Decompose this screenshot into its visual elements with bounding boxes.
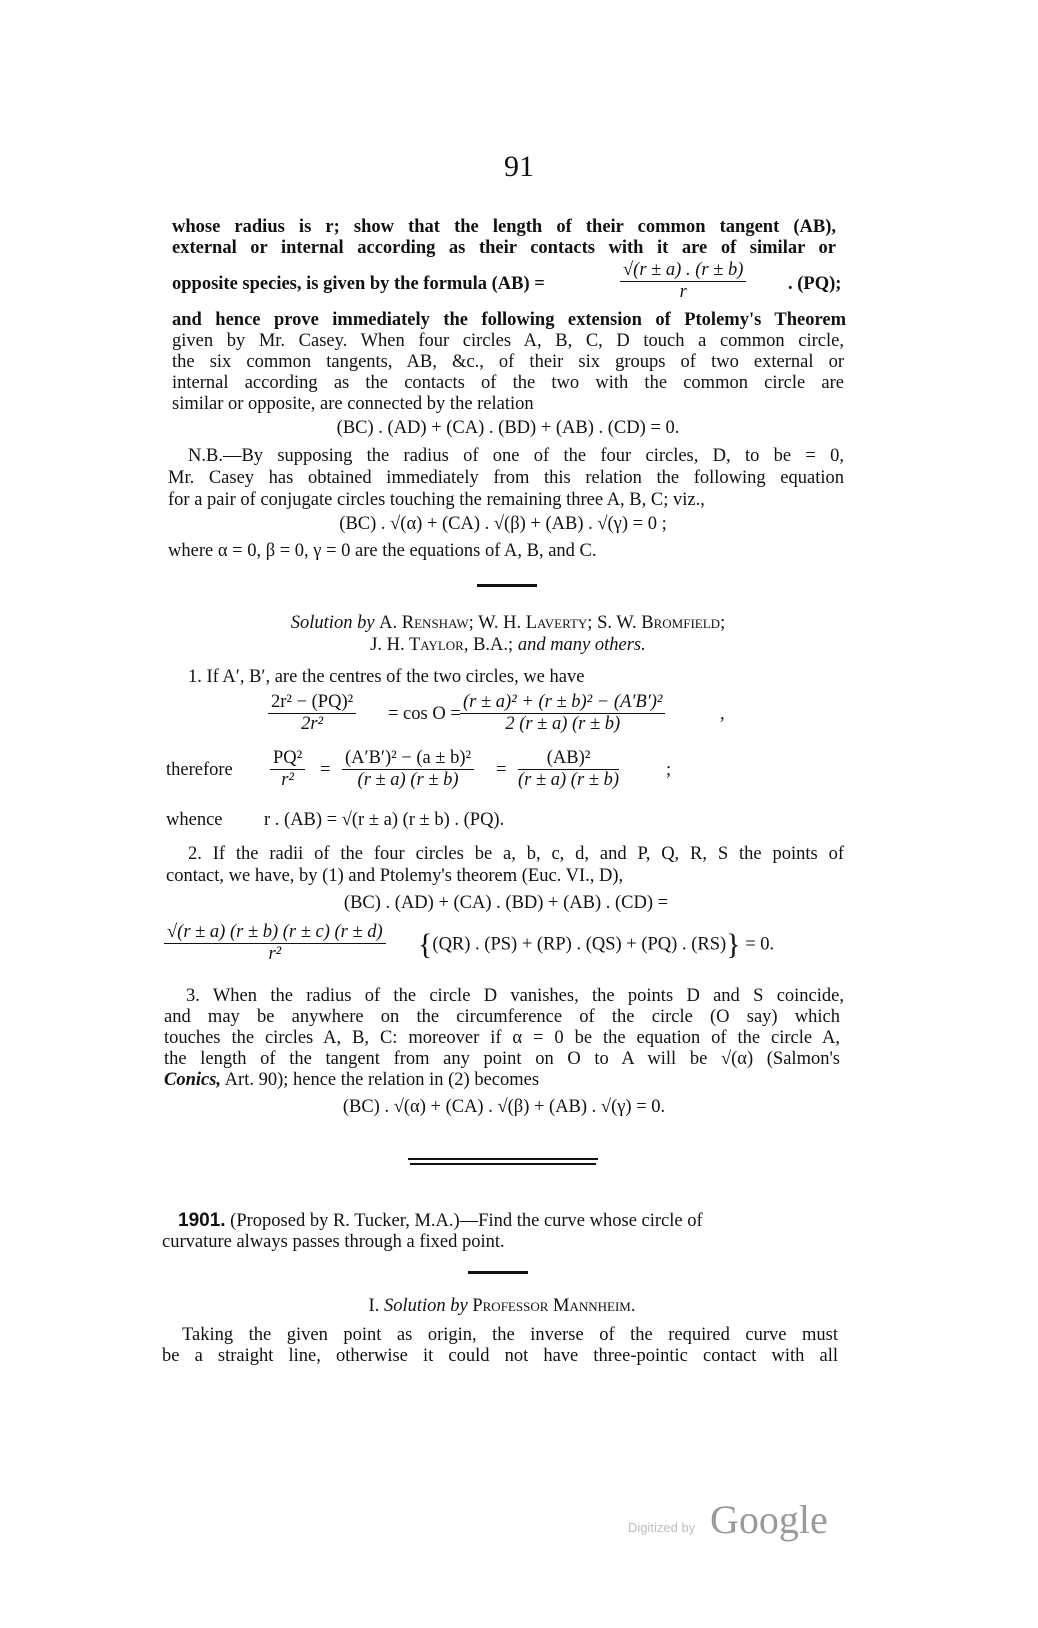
formula-prefix: opposite species, is given by the formula (AB) = bbox=[172, 274, 545, 294]
eq2-equals-1: = bbox=[320, 760, 331, 780]
where-line: where α = 0, β = 0, γ = 0 are the equations of A, B, and C. bbox=[168, 541, 597, 561]
eq2-equals-2: = bbox=[496, 760, 507, 780]
eq1-end: , bbox=[720, 704, 725, 724]
conics-title: Conics, bbox=[164, 1070, 222, 1090]
mannheim-author: Professor Mannheim. bbox=[472, 1296, 636, 1316]
formula-fraction bbox=[620, 260, 746, 303]
google-logo: Google bbox=[710, 1497, 828, 1542]
part3-line-2: and may be anywhere on the circumference of the circle (O say) which bbox=[164, 1007, 840, 1027]
mannheim-line-1: Taking the given point as origin, the inverse of the required curve must bbox=[182, 1325, 838, 1345]
part2-num: √(r ± a) (r ± b) (r ± c) (r ± d) bbox=[164, 922, 386, 944]
double-rule-top bbox=[408, 1158, 598, 1160]
eq2-b-fraction bbox=[342, 748, 474, 791]
whence-equation: r . (AB) = √(r ± a) (r ± b) . (PQ). bbox=[264, 810, 505, 830]
formula-numerator: √(r ± a) . (r ± b) bbox=[620, 260, 746, 282]
part2-line-1: 2. If the radii of the four circles be a, b, c, d, and P, Q, R, S the points of bbox=[188, 844, 844, 864]
solution-others: and many others. bbox=[517, 635, 646, 655]
part2-fraction bbox=[164, 922, 386, 965]
section-divider bbox=[477, 584, 537, 587]
part1-equation-1 bbox=[268, 692, 748, 740]
mannheim-header bbox=[162, 1296, 842, 1317]
digitized-by-label: Digitized by bbox=[628, 1520, 696, 1535]
solution-header-line-2 bbox=[168, 635, 848, 656]
eq2-a-num: PQ² bbox=[270, 748, 305, 770]
whence-label: whence bbox=[166, 810, 223, 830]
part2-equation-top: (BC) . (AD) + (CA) . (BD) + (AB) . (CD) = bbox=[343, 893, 669, 913]
problem-number: 1901. bbox=[178, 1210, 226, 1231]
therefore-label: therefore bbox=[166, 760, 233, 780]
mannheim-line-2: be a straight line, otherwise it could not have three-pointic contact with all bbox=[162, 1346, 838, 1366]
solution-by-label: Solution by bbox=[290, 613, 375, 633]
part2-brace-content: (QR) . (PS) + (RP) . (QS) + (PQ) . (RS) bbox=[432, 934, 727, 955]
part1-equation-2 bbox=[166, 748, 686, 796]
part3-line-4: the length of the tangent from any point on O to A will be √(α) (Salmon's bbox=[164, 1049, 840, 1069]
part2-line-2: contact, we have, by (1) and Ptolemy's theorem (Euc. VI., D), bbox=[166, 866, 624, 886]
part3-line-3: touches the circles A, B, C: moreover if α = 0 be the equation of the circle A, bbox=[164, 1028, 840, 1048]
eq1-lhs-den: 2r² bbox=[301, 714, 324, 734]
eq1-lhs-num: 2r² − (PQ)² bbox=[268, 692, 356, 714]
part3-line-5-rest: Art. 90); hence the relation in (2) becomes bbox=[224, 1070, 540, 1090]
problem-1901-text: (Proposed by R. Tucker, M.A.)—Find the curve whose circle of bbox=[230, 1211, 703, 1231]
eq2-a-den: r² bbox=[281, 770, 294, 790]
page-number: 91 bbox=[504, 150, 534, 183]
eq2-a-fraction bbox=[270, 748, 305, 791]
solution-header-line-1 bbox=[168, 613, 848, 634]
formula-line bbox=[172, 260, 842, 310]
section-divider-2 bbox=[468, 1271, 528, 1274]
para-line-5: similar or opposite, are connected by the relation bbox=[172, 394, 534, 414]
para-line-2: given by Mr. Casey. When four circles A, B, C, D touch a common circle, bbox=[172, 331, 844, 351]
formula-suffix: . (PQ); bbox=[788, 274, 842, 294]
solution-authors-2: J. H. Taylor, B.A.; bbox=[370, 635, 514, 655]
eq1-rhs-num: (r ± a)² + (r ± b)² − (A′B′)² bbox=[460, 692, 665, 714]
casey-relation: (BC) . (AD) + (CA) . (BD) + (AB) . (CD) = 0. bbox=[336, 418, 680, 438]
nb-line-1: N.B.—By supposing the radius of one of the four circles, D, to be = 0, bbox=[188, 446, 844, 466]
problem-1901-line-1 bbox=[178, 1210, 844, 1232]
google-watermark bbox=[628, 1498, 838, 1548]
part3-equation: (BC) . √(α) + (CA) . √(β) + (AB) . √(γ) = 0. bbox=[342, 1097, 666, 1117]
left-brace: { bbox=[418, 928, 433, 961]
part2-den: r² bbox=[268, 944, 282, 964]
part1-intro: 1. If A′, B′, are the centres of the two circles, we have bbox=[188, 667, 585, 687]
eq2-b-num: (A′B′)² − (a ± b)² bbox=[342, 748, 474, 770]
eq2-b-den: (r ± a) (r ± b) bbox=[357, 770, 459, 790]
eq2-c-fraction bbox=[518, 748, 619, 791]
eq1-mid: = cos O = bbox=[388, 704, 461, 724]
nb-equation: (BC) . √(α) + (CA) . √(β) + (AB) . √(γ) = 0 ; bbox=[339, 514, 667, 534]
para-line-4: internal according as the contacts of the two with the common circle are bbox=[172, 373, 844, 393]
problem-line-2: external or internal according as their contacts with it are of similar or bbox=[172, 238, 836, 258]
eq2-c-num: (AB)² bbox=[518, 748, 619, 770]
nb-line-3: for a pair of conjugate circles touching the remaining three A, B, C; viz., bbox=[168, 490, 705, 510]
eq1-lhs-fraction bbox=[268, 692, 356, 735]
part2-brace-group bbox=[418, 928, 774, 962]
part3-line-1: 3. When the radius of the circle D vanishes, the points D and S coincide, bbox=[186, 986, 844, 1006]
problem-line-1: whose radius is r; show that the length of their common tangent (AB), bbox=[172, 217, 836, 237]
right-brace: } bbox=[726, 928, 741, 961]
eq1-rhs-fraction bbox=[460, 692, 665, 735]
nb-line-2: Mr. Casey has obtained immediately from this relation the following equation bbox=[168, 468, 844, 488]
mannheim-numeral: I. bbox=[368, 1296, 380, 1316]
mannheim-solution-by: Solution by bbox=[383, 1296, 468, 1316]
para-line-1: and hence prove immediately the following extension of Ptolemy's Theorem bbox=[172, 310, 846, 330]
part2-eq-end: = 0. bbox=[745, 934, 775, 955]
eq2-end: ; bbox=[666, 760, 672, 780]
part3-line-5 bbox=[164, 1070, 539, 1091]
formula-denominator: r bbox=[679, 282, 687, 302]
solution-authors-1: A. Renshaw; W. H. Laverty; S. W. Bromfield; bbox=[379, 613, 726, 633]
double-rule-bottom bbox=[410, 1163, 596, 1165]
eq2-c-den: (r ± a) (r ± b) bbox=[518, 770, 619, 790]
para-line-3: the six common tangents, AB, &c., of their six groups of two external or bbox=[172, 352, 844, 372]
problem-1901-line-2: curvature always passes through a fixed point. bbox=[162, 1232, 505, 1252]
part2-equation-bottom bbox=[164, 922, 844, 972]
eq1-rhs-den: 2 (r ± a) (r ± b) bbox=[505, 714, 621, 734]
